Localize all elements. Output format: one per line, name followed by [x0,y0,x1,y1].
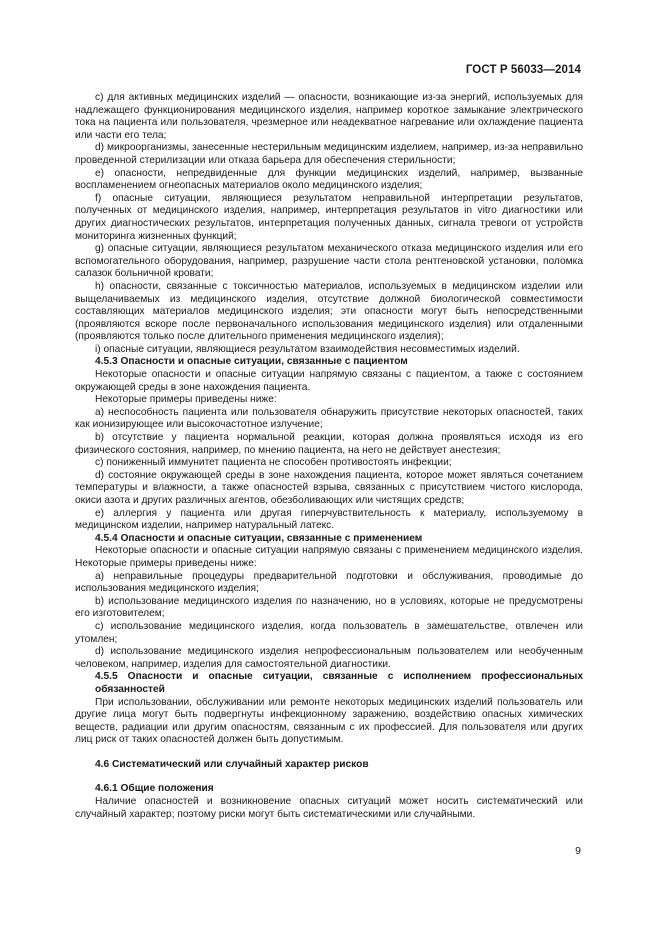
paragraph: При использовании, обслуживании или ремонте некоторых медицинских изделий пользователь или другие лица могут быть подвергнуты инфекционному заражению, воздействию опасных химических веществ, радиации или другим опасностям, связанным с их профессией. Для пользователя или других лиц риск от таких опасностей должен быть допустимым. [75,696,583,746]
list-item: c) для активных медицинских изделий — опасности, возникающие из-за энергий, используемых для надлежащего функционирования медицинского изделия, например короткое замыкание электрического тока на пациента или пользователя, чрезмерное или неадекватное нагревание или охлаждение пациента или части его тела; [75,92,583,141]
section-heading-4-6-1: 4.6.1 Общие положения [95,783,214,795]
paragraph: Некоторые опасности и опасные ситуации напрямую связаны с пациентом, а также с состоянием окружающей среды в зоне нахождения пациента. [75,369,583,393]
list-item: d) состояние окружающей среды в зоне нахождения пациента, которое может являться сочетанием температуры и влажности, а также опасностей взрыва, связанных с присутствием чистого кислорода, окиси азота и других различных агентов, обезболивающих или чистящих средств; [75,469,583,506]
list-item: c) пониженный иммунитет пациента не способен противостоять инфекции; [95,457,452,469]
list-item: e) опасности, непредвиденные для функции медицинских изделий, например, вызванные воспламенением огнеопасных материалов около медицинского изделия; [75,167,583,192]
list-item: b) отсутствие у пациента нормальной реакции, которая должна проявляться исходя из его физического состояния, например, по мнению пациента, на него не действует анестезия; [75,432,583,456]
list-item: a) неспособность пациента или пользователя обнаружить присутствие некоторых опасностей, таких как ионизирующее или высокочастотное излучение; [75,406,583,431]
section-heading-4-5-3: 4.5.3 Опасности и опасные ситуации, связанные с пациентом [95,356,408,368]
list-item: b) использование медицинского изделия по назначению, но в условиях, которые не предусмотрены его изготовителем; [75,595,583,620]
list-item: f) опасные ситуации, являющиеся результатом неправильной интерпретации результатов, полученных от медицинского изделия, например, интерпретация результатов in vitro диагностики или других диагностических результатов, интерпретация полученных данных, сигнала тревоги от устройств мониторинга жизненных функций; [75,192,583,242]
list-item: d) использование медицинского изделия непрофессиональным пользователем или необученным человеком, например, изделия для самостоятельной диагностики. [75,646,583,670]
list-item: a) неправильные процедуры предварительной подготовки и обслуживания, проводимые до использования медицинского изделия; [75,570,583,595]
paragraph: Некоторые примеры приведены ниже: [95,394,277,406]
section-heading-4-5-4: 4.5.4 Опасности и опасные ситуации, связанные с применением [95,532,423,544]
paragraph: Некоторые опасности и опасные ситуации напрямую связаны с применением медицинского изделия. Некоторые примеры приведены ниже: [75,545,583,569]
list-item: g) опасные ситуации, являющиеся результатом механического отказа медицинского изделия или его вспомогательного оборудования, например, разрушение части стола рентгеновской установки, поломка салазок больничной кровати; [75,243,583,280]
section-heading-4-6: 4.6 Систематический или случайный характер рисков [95,758,369,770]
page-number: 9 [575,845,581,857]
document-code: ГОСТ Р 56033—2014 [465,64,581,76]
page-content [75,92,583,821]
list-item: h) опасности, связанные с токсичностью материалов, используемых в медицинском изделии или выщелачиваемых из медицинского изделия, отсутствие должной биологической совместимости составляющих материалов медицинского изделия; эти опасности могут быть непосредственными (проявляются вскоре после первоначального использования медицинского изделия) или отдаленными (проявляются только после длительного применения медицинского изделия); [75,280,583,343]
section-heading-4-5-5: 4.5.5 Опасности и опасные ситуации, связанные с исполнением профессиональных обязанностей [95,671,583,695]
list-item: d) микроорганизмы, занесенные нестерильным медицинским изделием, например, из-за неправильно проведенной стерилизации или отказа барьера для обеспечения стерильности; [75,142,583,166]
list-item: e) аллергия у пациента или другая гиперчувствительность к материалу, используемому в медицинском изделии, например натуральный латекс. [75,507,583,532]
list-item: c) использование медицинского изделия, когда пользователь в замешательстве, отвлечен или утомлен; [75,620,583,645]
list-item: i) опасные ситуации, являющиеся результатом взаимодействия несовместимых изделий. [95,343,520,355]
paragraph: Наличие опасностей и возникновение опасных ситуаций может носить систематический или случайный характер; поэтому риски могут быть систематическими или случайными. [75,796,583,820]
